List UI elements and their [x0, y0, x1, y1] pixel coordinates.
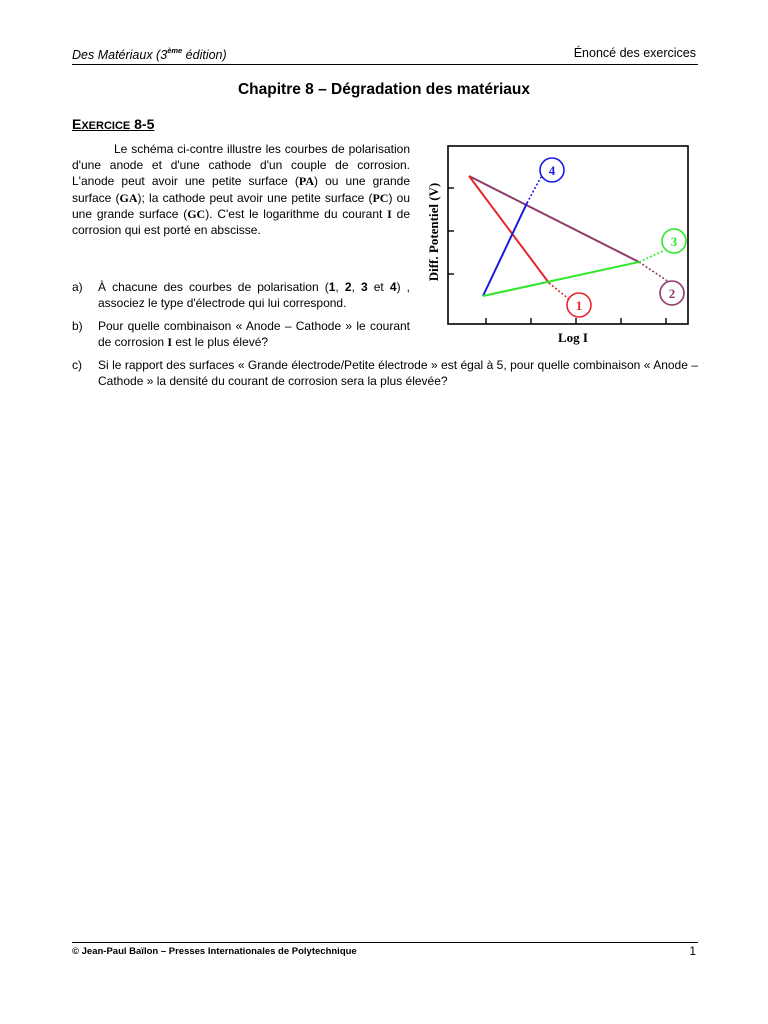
curve-1-dotted	[549, 283, 570, 300]
curve-3-line	[483, 262, 639, 296]
question-b	[72, 318, 410, 350]
curve-label-1-text: 1	[575, 298, 583, 313]
footer-divider	[72, 942, 698, 943]
y-axis-label: Diff. Potentiel (V)	[426, 182, 441, 282]
curve-3-dotted	[639, 251, 663, 262]
question-a	[72, 279, 410, 311]
x-axis-label: Log I	[558, 330, 588, 345]
header-divider	[72, 64, 698, 65]
header-section: Énoncé des exercices	[573, 46, 696, 60]
curve-4-line	[483, 203, 527, 296]
question-a-label: a)	[72, 280, 83, 294]
chapter-title: Chapitre 8 – Dégradation des matériaux	[237, 81, 530, 98]
curve-4-dotted	[527, 177, 541, 203]
exercise-intro-paragraph: Le schéma ci-contre illustre les courbes de polarisation d'une anode et d'une cathode d'un couple de corrosion. L'anode peut avoir une petite surface (PA) ou une grande surface (GA); la cathode peut avoir une petite surface (PC) ou une grande surface (GC). C'est le logarithme du courant I de corrosion qui est porté en abscisse.	[72, 142, 411, 238]
question-c-text: Si le rapport des surfaces « Grande électrode/Petite électrode » est égal à 5, pour quelle combinaison « Anode – Cathode » la densité du courant de corrosion sera la plus élevée?	[98, 358, 698, 389]
question-b-text: Pour quelle combinaison « Anode – Cathode » le courant de corrosion I est le plus élevé?	[98, 319, 410, 350]
question-c-label: c)	[72, 358, 82, 372]
curve-label-4-text: 4	[548, 163, 556, 178]
header-book-title: Des Matériaux (3ème édition)	[72, 46, 227, 62]
footer-copyright: © Jean-Paul Baïlon – Presses Internationales de Polytechnique	[72, 946, 357, 957]
curve-label-2	[660, 281, 684, 305]
curve-label-4	[540, 158, 564, 182]
question-c	[72, 357, 698, 389]
exercise-heading: EXERCICE 8-5	[72, 116, 155, 132]
plot-frame	[448, 146, 688, 324]
polarization-diagram	[420, 140, 700, 350]
curve-label-2-text: 2	[668, 286, 676, 301]
curve-label-3-text: 3	[670, 234, 678, 249]
curve-label-3	[662, 229, 686, 253]
page-number: 1	[689, 944, 696, 958]
curve-1-line	[469, 176, 549, 283]
curve-2-line	[469, 176, 639, 262]
curve-2-dotted	[639, 262, 669, 282]
question-b-label: b)	[72, 319, 83, 333]
curve-label-1	[567, 293, 591, 317]
question-a-text: À chacune des courbes de polarisation (1, 2, 3 et 4) , associez le type d'électrode qui lui correspond.	[98, 280, 410, 311]
